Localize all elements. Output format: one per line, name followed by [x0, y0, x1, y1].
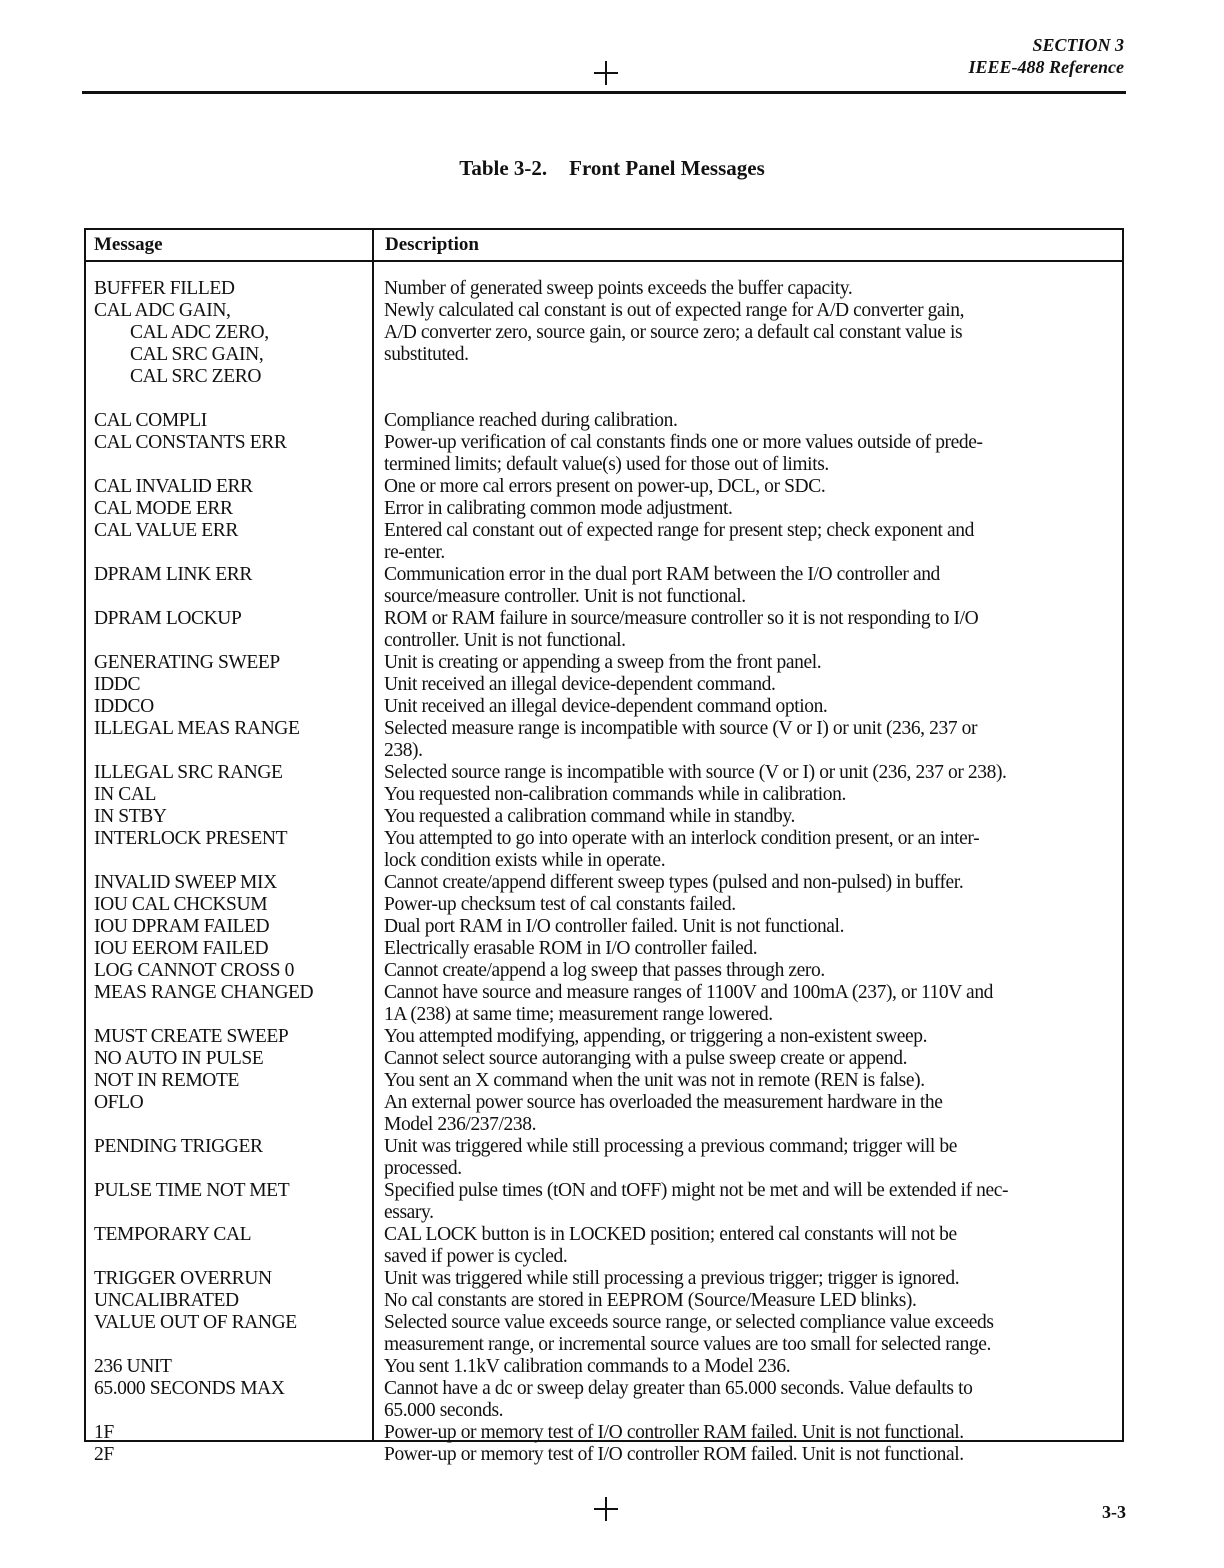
description-cell [384, 894, 1118, 916]
message-text: CAL SRC ZERO [130, 366, 261, 387]
description-cell [384, 1444, 1118, 1466]
description-cell [384, 806, 1118, 828]
table-row [0, 1444, 1224, 1466]
description-text: Unit received an illegal device-dependent command. [384, 674, 776, 695]
message-text: LOG CANNOT CROSS 0 [94, 960, 294, 981]
table-row [0, 520, 1224, 564]
description-text: Newly calculated cal constant is out of expected range for A/D converter gain, [384, 300, 965, 321]
description-cell [384, 938, 1118, 960]
description-text: saved if power is cycled. [384, 1246, 568, 1267]
message-text: IN CAL [94, 784, 157, 805]
message-cell [94, 1312, 374, 1356]
message-cell [94, 278, 374, 300]
description-text: Unit received an illegal device-dependent command option. [384, 696, 828, 717]
description-text: Selected measure range is incompatible with source (V or I) or unit (236, 237 or [384, 718, 978, 739]
description-text: Electrically erasable ROM in I/O controller failed. [384, 938, 758, 959]
table-row [0, 982, 1224, 1026]
table-row [0, 916, 1224, 938]
message-text: INTERLOCK PRESENT [94, 828, 288, 849]
description-text: controller. Unit is not functional. [384, 630, 626, 651]
description-text: You requested non-calibration commands while in calibration. [384, 784, 846, 805]
message-cell [94, 828, 374, 872]
table-row [0, 1180, 1224, 1224]
description-cell [384, 1048, 1118, 1070]
table-row [0, 718, 1224, 762]
description-cell [384, 1026, 1118, 1048]
message-cell [94, 916, 374, 938]
table-row [0, 828, 1224, 872]
message-text: CAL ADC GAIN, [94, 300, 231, 321]
message-cell [94, 894, 374, 916]
description-cell [384, 696, 1118, 718]
description-cell [384, 674, 1118, 696]
description-text: Selected source value exceeds source range, or selected compliance value exceeds [384, 1312, 994, 1333]
message-cell [94, 1070, 374, 1092]
table-caption: Front Panel Messages [569, 156, 765, 180]
message-text: UNCALIBRATED [94, 1290, 239, 1311]
table-row [0, 564, 1224, 608]
message-text: MEAS RANGE CHANGED [94, 982, 314, 1003]
description-text: Power-up verification of cal constants finds one or more values outside of prede- [384, 432, 983, 453]
message-text: IOU EEROM FAILED [94, 938, 269, 959]
description-text: Communication error in the dual port RAM between the I/O controller and [384, 564, 940, 585]
description-text: You attempted modifying, appending, or triggering a non-existent sweep. [384, 1026, 928, 1047]
table-row [0, 1092, 1224, 1136]
page-number: 3-3 [1102, 1502, 1126, 1522]
table-row [0, 696, 1224, 718]
message-cell [94, 1092, 374, 1136]
description-cell [384, 520, 1118, 564]
description-text: Power-up checksum test of cal constants failed. [384, 894, 736, 915]
message-cell [94, 1356, 374, 1378]
description-cell [384, 476, 1118, 498]
registration-mark-bottom [594, 1497, 618, 1521]
table-row [0, 300, 1224, 410]
message-cell [94, 784, 374, 806]
message-text: DPRAM LOCKUP [94, 608, 242, 629]
message-text: CAL INVALID ERR [94, 476, 253, 497]
table-row [0, 410, 1224, 432]
description-text: Unit was triggered while still processing a previous trigger; trigger is ignored. [384, 1268, 960, 1289]
message-cell [94, 410, 374, 432]
description-text: You requested a calibration command while in standby. [384, 806, 795, 827]
description-cell [384, 1136, 1118, 1180]
description-cell [384, 1290, 1118, 1312]
registration-mark-top [594, 61, 618, 85]
description-text: An external power source has overloaded the measurement hardware in the [384, 1092, 943, 1113]
section-label: SECTION 3 [1032, 35, 1124, 55]
message-text: TRIGGER OVERRUN [94, 1268, 272, 1289]
description-cell [384, 1268, 1118, 1290]
description-cell [384, 828, 1118, 872]
description-text: Cannot create/append different sweep types (pulsed and non-pulsed) in buffer. [384, 872, 964, 893]
message-text: IDDCO [94, 696, 154, 717]
message-cell [94, 1422, 374, 1444]
description-cell [384, 762, 1118, 784]
message-cell [94, 564, 374, 608]
table-row [0, 1048, 1224, 1070]
table-row [0, 872, 1224, 894]
message-text: BUFFER FILLED [94, 278, 235, 299]
description-cell [384, 300, 1118, 410]
description-text: A/D converter zero, source gain, or source zero; a default cal constant value is [384, 322, 963, 343]
description-cell [384, 1378, 1118, 1422]
description-text: ROM or RAM failure in source/measure controller so it is not responding to I/O [384, 608, 979, 629]
message-text: CAL ADC ZERO, [130, 322, 269, 343]
message-text: 236 UNIT [94, 1356, 172, 1377]
message-text: DPRAM LINK ERR [94, 564, 252, 585]
description-text: You sent 1.1kV calibration commands to a Model 236. [384, 1356, 791, 1377]
description-text: Power-up or memory test of I/O controller RAM failed. Unit is not functional. [384, 1422, 964, 1443]
message-text: ILLEGAL MEAS RANGE [94, 718, 300, 739]
description-text: You sent an X command when the unit was not in remote (REN is false). [384, 1070, 925, 1091]
message-text: 65.000 SECONDS MAX [94, 1378, 285, 1399]
table-row [0, 1378, 1224, 1422]
message-cell [94, 806, 374, 828]
description-cell [384, 652, 1118, 674]
description-text: Cannot select source autoranging with a pulse sweep create or append. [384, 1048, 908, 1069]
description-cell [384, 278, 1118, 300]
message-cell [94, 1444, 374, 1466]
description-cell [384, 410, 1118, 432]
table-row [0, 806, 1224, 828]
description-text: Entered cal constant out of expected range for present step; check exponent and [384, 520, 974, 541]
message-cell [94, 762, 374, 784]
message-cell [94, 608, 374, 652]
message-cell [94, 1268, 374, 1290]
message-text: TEMPORARY CAL [94, 1224, 252, 1245]
description-text: 1A (238) at same time; measurement range lowered. [384, 1004, 773, 1025]
table-row [0, 476, 1224, 498]
table-row [0, 1136, 1224, 1180]
table-row [0, 498, 1224, 520]
description-text: Error in calibrating common mode adjustment. [384, 498, 733, 519]
message-text: IN STBY [94, 806, 167, 827]
description-text: Unit is creating or appending a sweep from the front panel. [384, 652, 822, 673]
message-text: GENERATING SWEEP [94, 652, 280, 673]
description-cell [384, 1224, 1118, 1268]
table-row [0, 1422, 1224, 1444]
table-row [0, 938, 1224, 960]
description-text: Number of generated sweep points exceeds the buffer capacity. [384, 278, 853, 299]
message-cell [94, 652, 374, 674]
message-cell [94, 498, 374, 520]
message-text: NO AUTO IN PULSE [94, 1048, 264, 1069]
description-text: No cal constants are stored in EEPROM (Source/Measure LED blinks). [384, 1290, 917, 1311]
message-text: 2F [94, 1444, 114, 1465]
message-cell [94, 1290, 374, 1312]
description-text: Compliance reached during calibration. [384, 410, 678, 431]
description-cell [384, 1422, 1118, 1444]
message-cell [94, 982, 374, 1026]
message-text: VALUE OUT OF RANGE [94, 1312, 297, 1333]
description-text: re-enter. [384, 542, 445, 563]
column-header-description: Description [385, 234, 479, 255]
message-text: CAL COMPLI [94, 410, 207, 431]
message-text: NOT IN REMOTE [94, 1070, 240, 1091]
description-cell [384, 1356, 1118, 1378]
message-text: CAL VALUE ERR [94, 520, 238, 541]
column-header-message: Message [94, 234, 163, 255]
description-text: essary. [384, 1202, 434, 1223]
description-text: processed. [384, 1158, 462, 1179]
table-row [0, 784, 1224, 806]
table-body [0, 278, 1224, 1466]
description-cell [384, 784, 1118, 806]
description-text [384, 366, 1118, 388]
table-row [0, 608, 1224, 652]
table-row [0, 894, 1224, 916]
description-cell [384, 916, 1118, 938]
message-text: PULSE TIME NOT MET [94, 1180, 290, 1201]
message-cell [94, 674, 374, 696]
message-cell [94, 960, 374, 982]
description-text: Dual port RAM in I/O controller failed. Unit is not functional. [384, 916, 845, 937]
description-cell [384, 872, 1118, 894]
message-text: ILLEGAL SRC RANGE [94, 762, 283, 783]
message-text: CAL CONSTANTS ERR [94, 432, 287, 453]
description-cell [384, 1180, 1118, 1224]
description-text [384, 388, 1118, 410]
section-subtitle: IEEE-488 Reference [968, 57, 1124, 77]
message-text: INVALID SWEEP MIX [94, 872, 277, 893]
description-text: Model 236/237/238. [384, 1114, 537, 1135]
description-cell [384, 982, 1118, 1026]
description-text: Power-up or memory test of I/O controller ROM failed. Unit is not functional. [384, 1444, 964, 1465]
table-title [0, 156, 1224, 181]
message-text: IOU CAL CHCKSUM [94, 894, 268, 915]
message-cell [94, 1378, 374, 1422]
description-cell [384, 564, 1118, 608]
table-row [0, 1026, 1224, 1048]
table-number: Table 3-2. [459, 156, 548, 180]
table-row [0, 762, 1224, 784]
table-row [0, 432, 1224, 476]
message-text: CAL MODE ERR [94, 498, 233, 519]
description-text: Cannot create/append a log sweep that passes through zero. [384, 960, 825, 981]
description-cell [384, 1070, 1118, 1092]
table-row [0, 674, 1224, 696]
message-text: IDDC [94, 674, 141, 695]
description-text: CAL LOCK button is in LOCKED position; entered cal constants will not be [384, 1224, 957, 1245]
description-text: lock condition exists while in operate. [384, 850, 666, 871]
table-row [0, 960, 1224, 982]
description-cell [384, 1092, 1118, 1136]
table-row [0, 1290, 1224, 1312]
table-row [0, 1224, 1224, 1268]
table-header-rule [84, 260, 1124, 262]
table-row [0, 1268, 1224, 1290]
description-text: 65.000 seconds. [384, 1400, 504, 1421]
message-text: IOU DPRAM FAILED [94, 916, 270, 937]
message-cell [94, 432, 374, 476]
message-cell [94, 1136, 374, 1180]
description-cell [384, 498, 1118, 520]
description-text: termined limits; default value(s) used for those out of limits. [384, 454, 829, 475]
table-row [0, 652, 1224, 674]
message-cell [94, 520, 374, 564]
message-cell [94, 1048, 374, 1070]
description-text: Specified pulse times (tON and tOFF) might not be met and will be extended if nec- [384, 1180, 1009, 1201]
description-text: substituted. [384, 344, 469, 365]
description-cell [384, 718, 1118, 762]
table-row [0, 278, 1224, 300]
description-text: measurement range, or incremental source values are too small for selected range. [384, 1334, 992, 1355]
table-row [0, 1312, 1224, 1356]
description-cell [384, 960, 1118, 982]
table-row [0, 1356, 1224, 1378]
description-cell [384, 608, 1118, 652]
description-text: Selected source range is incompatible with source (V or I) or unit (236, 237 or 238). [384, 762, 1007, 783]
message-cell [94, 300, 374, 410]
message-text: OFLO [94, 1092, 144, 1113]
description-text: One or more cal errors present on power-up, DCL, or SDC. [384, 476, 826, 497]
description-text: 238). [384, 740, 423, 761]
message-text: 1F [94, 1422, 114, 1443]
message-cell [94, 872, 374, 894]
table-row [0, 1070, 1224, 1092]
description-cell [384, 432, 1118, 476]
description-text: Cannot have a dc or sweep delay greater than 65.000 seconds. Value defaults to [384, 1378, 973, 1399]
message-text: MUST CREATE SWEEP [94, 1026, 289, 1047]
message-cell [94, 1026, 374, 1048]
description-cell [384, 1312, 1118, 1356]
description-text: Cannot have source and measure ranges of 1100V and 100mA (237), or 110V and [384, 982, 994, 1003]
message-cell [94, 1224, 374, 1268]
message-text: CAL SRC GAIN, [130, 344, 264, 365]
description-text: source/measure controller. Unit is not functional. [384, 586, 746, 607]
header-rule [82, 91, 1126, 94]
running-header [969, 34, 1124, 78]
description-text: Unit was triggered while still processing a previous command; trigger will be [384, 1136, 958, 1157]
message-cell [94, 718, 374, 762]
message-text: PENDING TRIGGER [94, 1136, 263, 1157]
message-cell [94, 696, 374, 718]
description-text: You attempted to go into operate with an interlock condition present, or an inter- [384, 828, 980, 849]
message-cell [94, 476, 374, 498]
message-cell [94, 938, 374, 960]
message-cell [94, 1180, 374, 1224]
